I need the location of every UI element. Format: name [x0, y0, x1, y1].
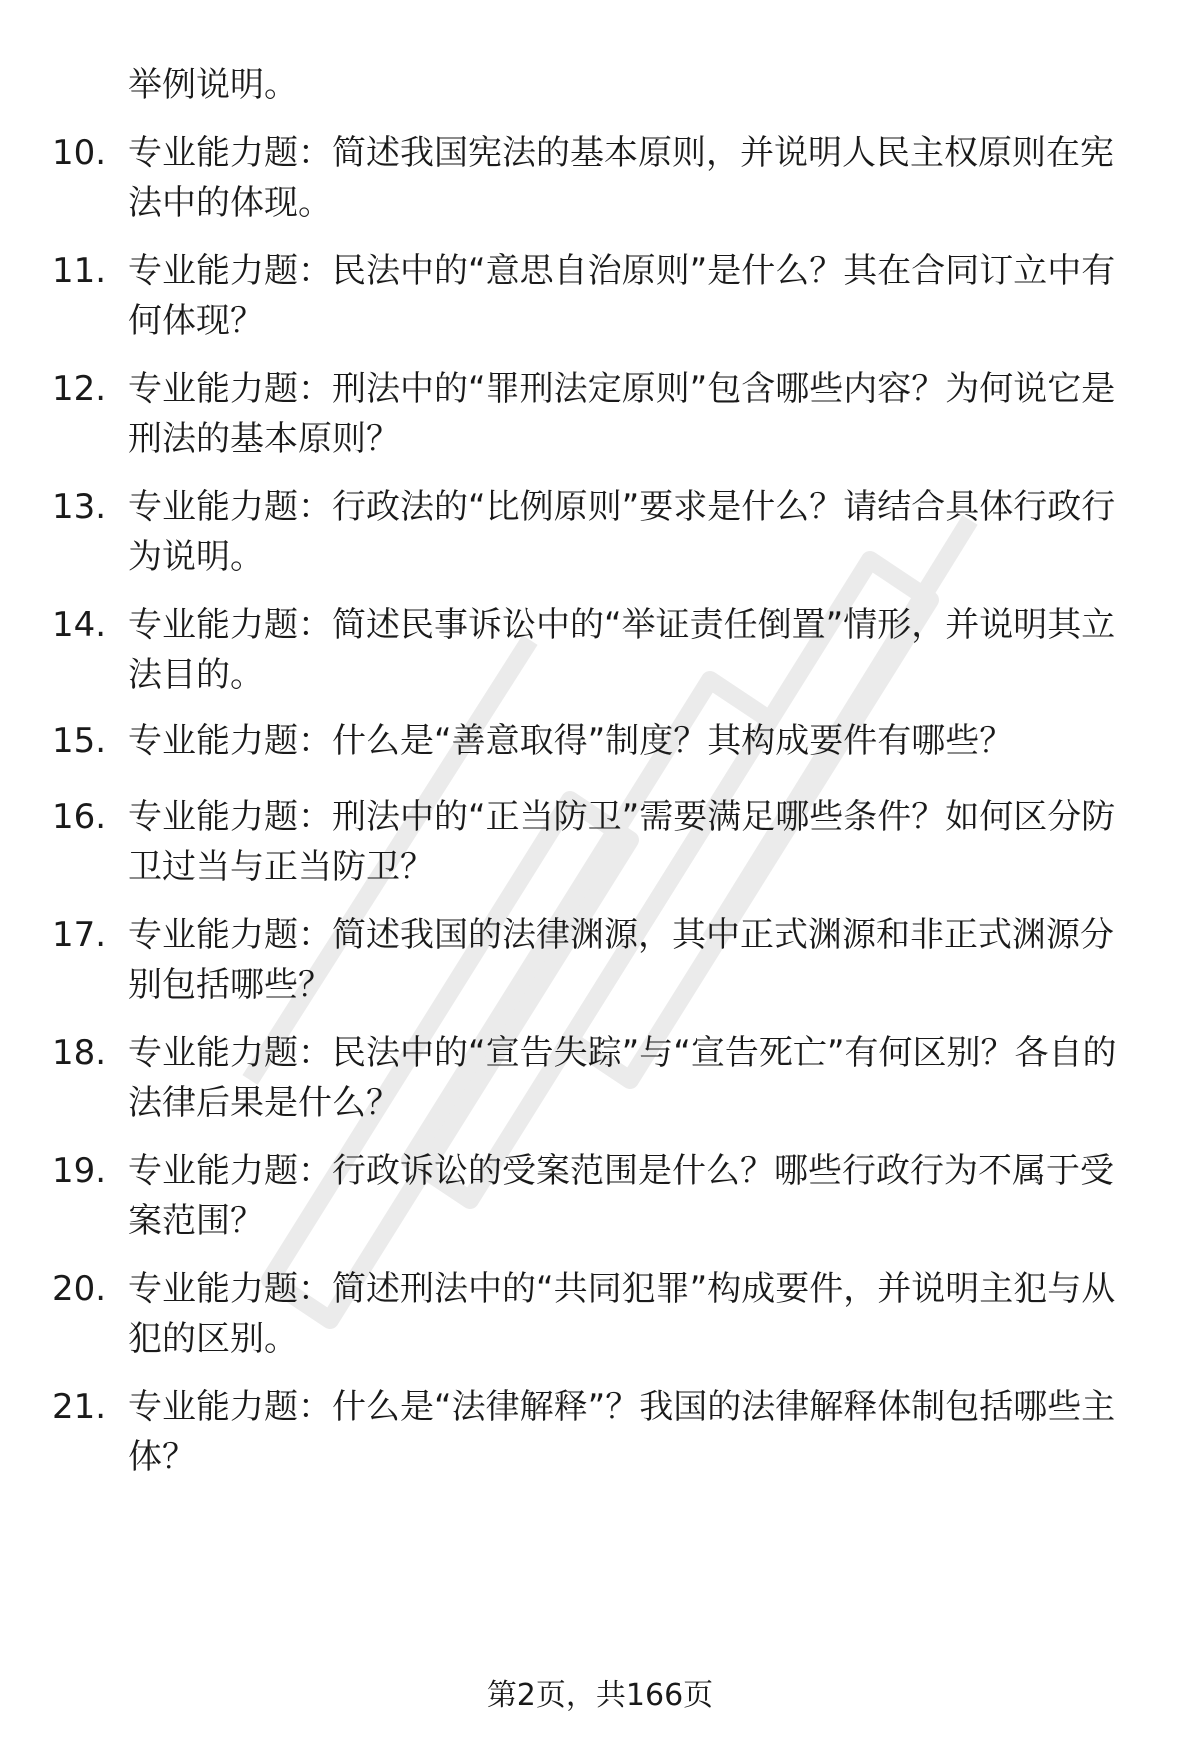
question-number: 11.	[52, 251, 107, 291]
question-text: 专业能力题：简述我国宪法的基本原则，并说明人民主权原则在宪法中的体现。	[128, 133, 1114, 223]
question-item	[0, 1146, 1200, 1256]
question-text: 专业能力题：民法中的“宣告失踪”与“宣告死亡”有何区别？各自的法律后果是什么？	[128, 1033, 1117, 1123]
question-item	[0, 910, 1200, 1020]
question-number: 12.	[52, 369, 107, 409]
question-number: 20.	[52, 1269, 107, 1309]
question-number: 13.	[52, 487, 107, 527]
question-text: 专业能力题：民法中的“意思自治原则”是什么？其在合同订立中有何体现？	[128, 251, 1116, 341]
question-number: 17.	[52, 915, 107, 955]
question-number: 21.	[52, 1387, 107, 1427]
question-text: 专业能力题：刑法中的“正当防卫”需要满足哪些条件？如何区分防卫过当与正当防卫？	[128, 797, 1116, 887]
question-text: 专业能力题：简述民事诉讼中的“举证责任倒置”情形，并说明其立法目的。	[128, 605, 1116, 695]
question-number: 18.	[52, 1033, 107, 1073]
question-text: 专业能力题：刑法中的“罪刑法定原则”包含哪些内容？为何说它是刑法的基本原则？	[128, 369, 1116, 459]
question-item	[0, 1264, 1200, 1374]
question-text: 专业能力题：简述刑法中的“共同犯罪”构成要件，并说明主犯与从犯的区别。	[128, 1269, 1116, 1359]
question-text: 专业能力题：什么是“善意取得”制度？其构成要件有哪些？	[128, 721, 1014, 761]
question-item	[0, 364, 1200, 474]
question-number: 15.	[52, 721, 107, 761]
question-item	[0, 1028, 1200, 1138]
question-item	[0, 482, 1200, 592]
question-item	[0, 600, 1200, 710]
question-text: 专业能力题：简述我国的法律渊源，其中正式渊源和非正式渊源分别包括哪些？	[128, 915, 1114, 1005]
question-number: 19.	[52, 1151, 107, 1191]
question-text: 专业能力题：什么是“法律解释”？我国的法律解释体制包括哪些主体？	[128, 1387, 1116, 1477]
question-number: 16.	[52, 797, 107, 837]
question-number: 14.	[52, 605, 107, 645]
question-number: 10.	[52, 133, 107, 173]
question-item	[0, 246, 1200, 356]
question-text: 专业能力题：行政诉讼的受案范围是什么？哪些行政行为不属于受案范围？	[128, 1151, 1114, 1241]
question-item	[0, 792, 1200, 902]
continued-line: 举例说明。	[128, 65, 298, 105]
question-item	[0, 128, 1200, 238]
question-item	[0, 1382, 1200, 1492]
question-text: 专业能力题：行政法的“比例原则”要求是什么？请结合具体行政行为说明。	[128, 487, 1116, 577]
page-footer: 第2页，共166页	[486, 1678, 714, 1713]
